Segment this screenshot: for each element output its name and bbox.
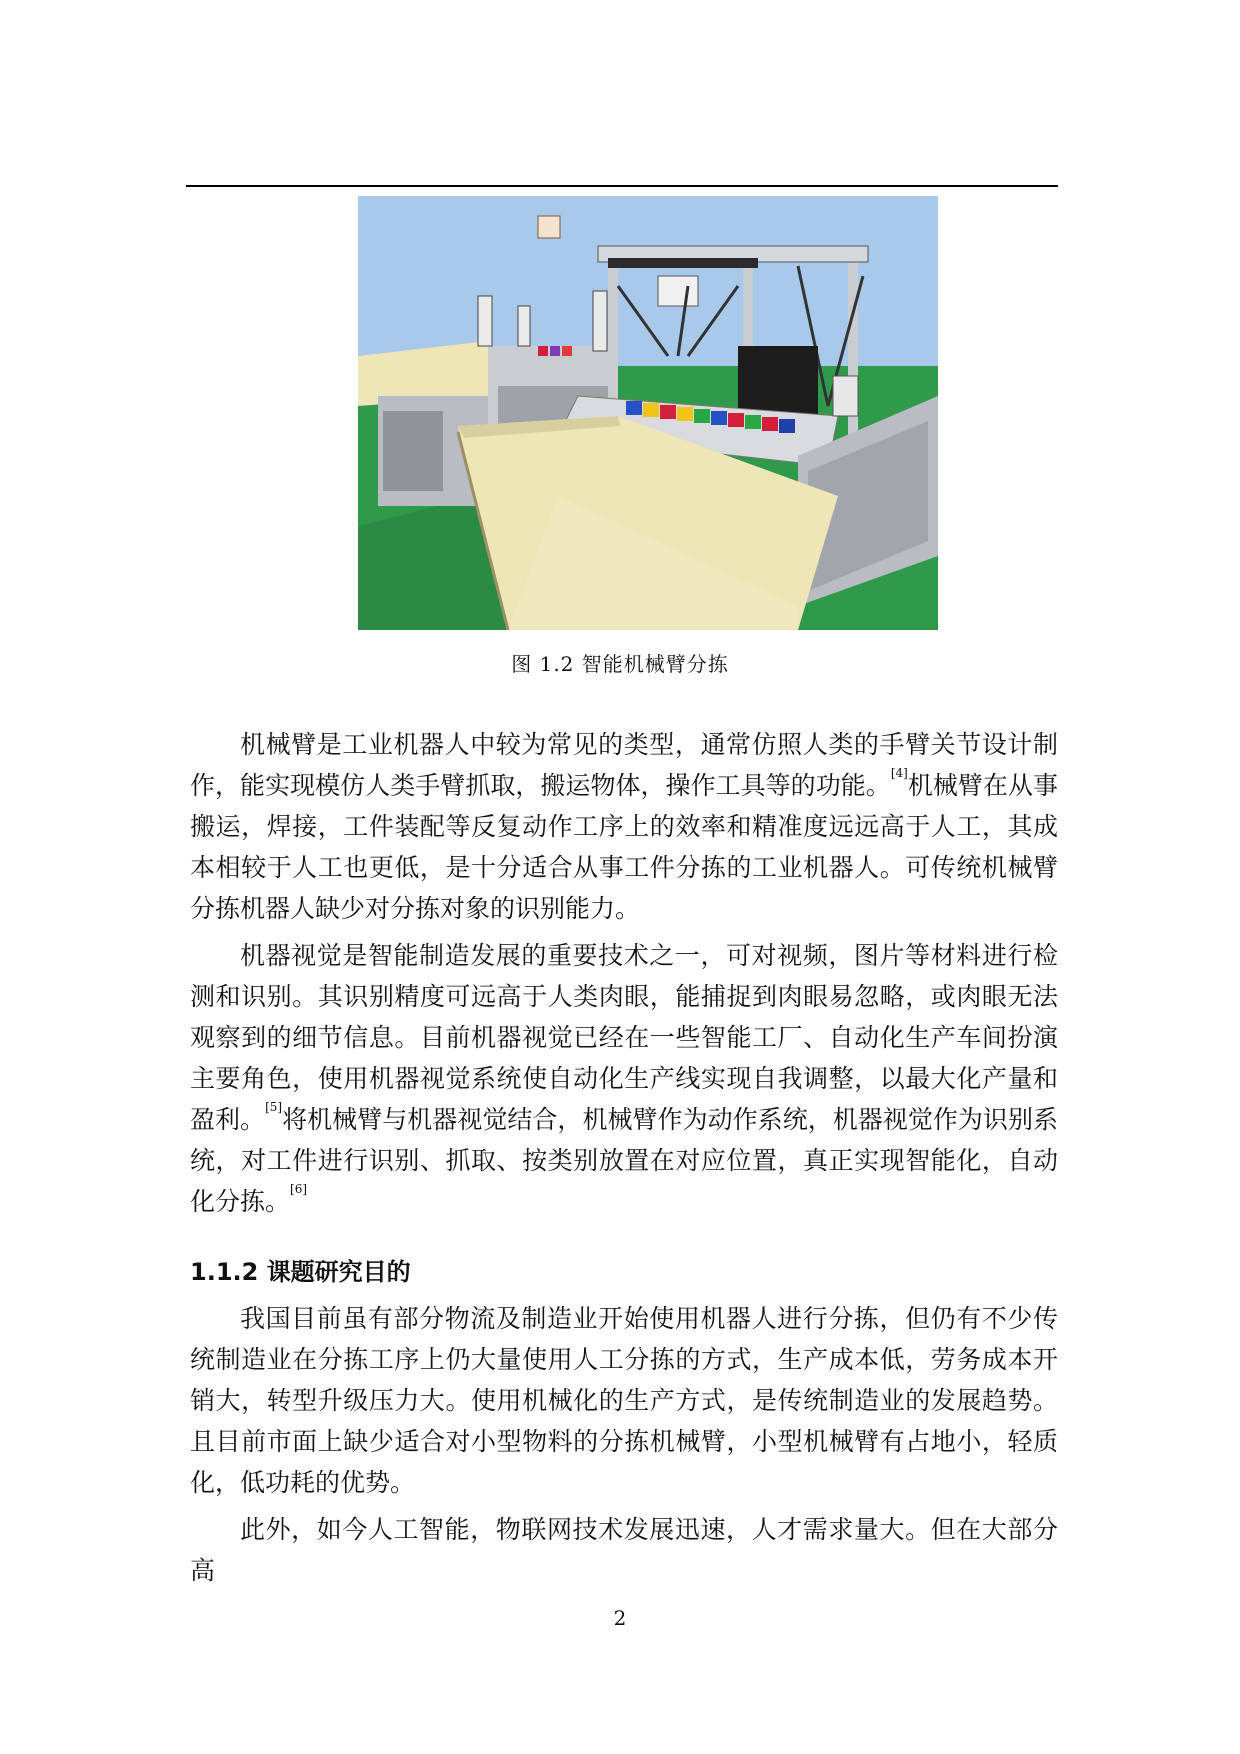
body-paragraphs-purpose xyxy=(190,1298,1058,1597)
figure-caption: 图 1.2 智能机械臂分拣 xyxy=(511,652,729,676)
figure-robot-arm-photo xyxy=(358,196,938,630)
citation-ref: [6] xyxy=(290,1182,308,1196)
body-paragraphs-intro xyxy=(190,724,1058,1228)
page-number: 2 xyxy=(613,1606,627,1630)
paragraph-robot-arm: 机械臂是工业机器人中较为常见的类型，通常仿照人类的手臂关节设计制作，能实现模仿人类手臂抓取，搬运物体，操作工具等的功能。[4]机械臂在从事搬运，焊接，工件装配等反复动作工序上的效率和精准度远远高于人工，其成本相较于人工也更低，是十分适合从事工件分拣的工业机器人。可传统机械臂分拣机器人缺少对分拣对象的识别能力。 xyxy=(190,730,1058,923)
citation-ref: [5] xyxy=(265,1100,283,1114)
citation-ref: [4] xyxy=(890,766,908,780)
paragraph-continued: 此外，如今人工智能，物联网技术发展迅速，人才需求量大。但在大部分高 xyxy=(190,1515,1058,1585)
header-rule xyxy=(186,185,1058,187)
robot-arm-illustration xyxy=(358,196,938,630)
section-heading: 1.1.2 课题研究目的 xyxy=(190,1258,411,1286)
paragraph-machine-vision: 机器视觉是智能制造发展的重要技术之一，可对视频，图片等材料进行检测和识别。其识别精度可远高于人类肉眼，能捕捉到肉眼易忽略，或肉眼无法观察到的细节信息。目前机器视觉已经在一些智能工厂、自动化生产车间扮演主要角色，使用机器视觉系统使自动化生产线实现自我调整，以最大化产量和盈利。[5]将机械臂与机器视觉结合，机械臂作为动作系统，机器视觉作为识别系统，对工件进行识别、抓取、按类别放置在对应位置，真正实现智能化，自动化分拣。[6] xyxy=(190,941,1058,1216)
paragraph-research-purpose: 我国目前虽有部分物流及制造业开始使用机器人进行分拣，但仍有不少传统制造业在分拣工序上仍大量使用人工分拣的方式，生产成本低，劳务成本开销大，转型升级压力大。使用机械化的生产方式，是传统制造业的发展趋势。且目前市面上缺少适合对小型物料的分拣机械臂，小型机械臂有占地小，轻质化，低功耗的优势。 xyxy=(190,1304,1058,1497)
